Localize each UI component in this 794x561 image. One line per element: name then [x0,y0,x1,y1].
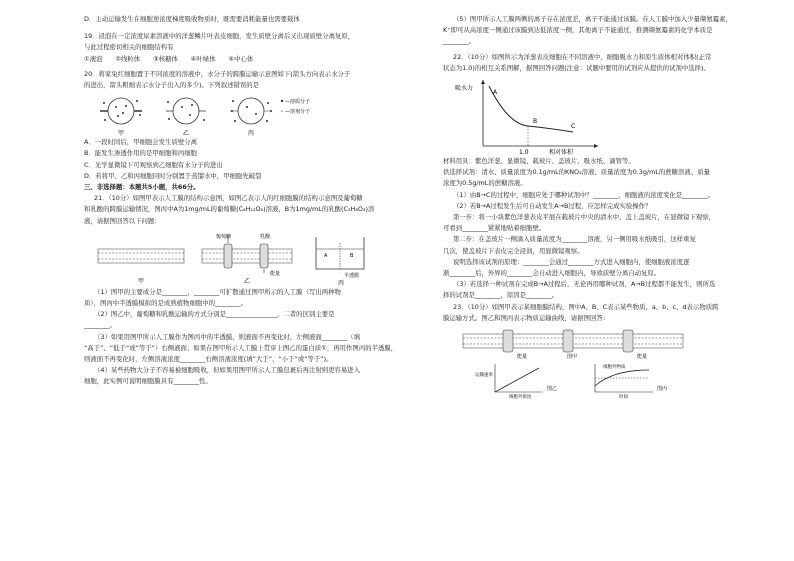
svg-text:B: B [350,252,354,259]
question-22-cont: 状态为1.0)的相互关系图解，据图回答问题(注意：试题中要用的试剂应从提供的试剂中选择)。 [443,63,710,72]
question-19: 19．浸泡在一定浓度尿素溶液中的洋葱鳞片叶表皮细胞，发生质壁分离后又出现质壁分离复原， [84,32,355,41]
question-20: 20．将家兔红细胞置于不同浓度的溶液中，水分子的跨膜运输示意图如下(箭头方向表示水分子 [84,69,351,78]
explanation-cont: 渐________后，外界的________会自动进入细胞内，导致质壁分离自动复原。 [443,269,661,278]
q22-part3: （3）若选择一种试剂在完成B→A过程后，无论再用哪种试剂，A→B过程都不能发生，则所选 [453,280,716,289]
fig21-energy: 能量 [270,270,281,277]
legend-solvent: —溶剂分子 [285,109,311,116]
fig21-glucose: 葡萄糖 [216,233,232,240]
figure-21 [84,229,429,287]
svg-text:A: A [324,252,328,259]
graph-yi [495,364,543,392]
membrane-23 [463,330,683,352]
figure-23 [453,326,788,400]
left-column [84,14,429,388]
q21-part4-cont: 细胞，此实例可说明细胞膜具有________性。 [84,377,212,386]
section-3-title: 三、非选择题：本题共5小题，共66分。 [84,183,200,192]
membrane-jia [98,249,184,263]
q21-part4: （4）某些药物大分子不容易被细胞吸收，但如果用图甲所示人工膜包裹后再注射则更容易进入 [94,366,361,375]
q22-part3-cont: 择的试剂是________，原因是________。 [443,291,559,300]
figure-22-graph [453,76,788,156]
question-19-options: ①液泡 ②线粒体 ③核糖体 ④叶绿体 ⑤中心体 [84,54,254,63]
cell-label-bing: 丙 [248,130,255,138]
fig21-label-jia: 甲 [138,277,145,285]
right-column [443,14,788,400]
q21-part1-cont: 质），图丙中半透膜模拟的是成熟植物细胞中的________。 [84,299,247,308]
fig23-label-bing: 图丙 [657,386,668,393]
q20-option-d: D．若将甲、乙和丙细胞同时分别置于蒸馏水中，甲细胞先破裂 [84,171,262,180]
cell-bing [230,98,272,124]
u-tube-bing [316,237,364,269]
q20-option-a: A．一段时间后，甲细胞会发生质壁分离 [84,138,198,147]
explanation: 说明选择该试剂的原理：________会通过________方式进入细胞内，使细胞液浓度逐 [453,257,690,266]
question-20-cont: 的进出，箭头粗细表示水分子出入的多少)。下列叙述错误的是 [84,81,260,90]
graph-tick: 1.0 [519,149,529,157]
q21-part2-cont: ________。 [84,321,116,330]
q21-part5: （5）图甲所示人工膜两侧的离子存在浓度差，离子不能通过该膜。在人工膜中加入少量缬氨霉素， [453,15,732,23]
fig23-note: 细胞外物质 [603,365,626,371]
step-1: 第一步：将一小块紫色洋葱表皮平展在载玻片中央的清水中，盖上盖玻片，在显微镜下观察， [453,213,716,222]
q20-option-c: C．光学显微镜下可观察到乙细胞有水分子的进出 [84,160,223,169]
question-23-cont: 膜运输方式。图乙和图丙表示物质运输曲线，请据图回答： [443,313,610,322]
question-21-cont: 和乳酸的跨膜运输情况，图丙中A为1mg/mL的葡萄糖(C₆H₁₂O₆)溶液，B为1mg/mL的乳酸(C₃H₆O₃)溶 [84,205,375,214]
graph-xlabel: 相对体积 [549,149,574,157]
fig23-xlabel-2: 时间 [619,395,628,401]
cell-yi [166,98,206,124]
graph-point-a: A [493,89,498,97]
fig21-membrane: 半透膜 [344,272,360,279]
q21-part2: （2）图乙中，葡萄糖和乳酸运输的方式分别是________________，二者的区别主要是 [94,310,335,319]
step-2: 第二步：在盖玻片一侧滴入质量浓度为________溶液，另一侧用吸水纸吸引，这样重复 [453,235,696,244]
fig23-energy-1: 能量 [517,354,528,361]
graph-point-c: C [571,123,576,131]
question-21-cont2: 液，请据图回答以下问题： [84,216,161,225]
question-19-cont: 与此过程密切相关的细胞结构有 [84,43,174,52]
figure-20-cells [96,93,429,137]
step-1-cont: 可看到________紧紧地贴着细胞壁。 [443,224,546,233]
fig23-energy-2: 能量 [637,354,648,361]
cell-jia [100,98,142,124]
q18-option-d: D．主动运输发生在细胞逆浓度梯度吸收物质时，既需要消耗能量也需要载体 [84,15,300,23]
q22-part2: （2）若B→A过程发生后可自动发生A→B过程，应怎样完成实验操作？ [453,201,652,210]
graph-ylabel: 吸水力 [455,85,474,93]
legend-solute: —溶质分子 [285,99,311,106]
reagents: 供选择试剂：清水、质量浓度为0.1g/mL的KNO₃溶液、质量浓度为0.3g/mL的蔗糖溶液、质量 [443,168,710,177]
q21-part5-cont: K⁺即可从高浓度一侧通过该膜到达低浓度一侧，其他离子不能通过，推测缬氨霉素的化学本质是 [443,26,713,35]
fig23-label-yi: 图乙 [547,386,558,393]
membrane-yi [202,235,292,273]
cell-label-yi: 乙 [183,130,190,138]
q21-part5-cont2: ________。 [443,37,475,46]
reagents-cont: 浓度为0.5g/mL的蔗糖溶液。 [443,179,527,188]
q21-part3-cont2: 则液面不再变化时，左侧溶液浓度________右侧溶液浓度(填“大于”、“小于”或“等于”)。 [84,355,333,364]
fig21-label-bing: 丙 [338,279,345,287]
fig23-label-jia: 图甲 [567,354,578,361]
fig21-lactate: 乳酸 [260,233,271,240]
cell-label-jia: 甲 [118,130,125,138]
materials: 材料用具：紫色洋葱、显微镜、载玻片、盖玻片、吸水纸、滴管等。 [443,157,635,166]
step-2-cont: 几次，使盖玻片下表皮完全浸润，用显微镜观察。 [443,246,584,255]
question-23: 23．（10分）如图甲表示某细胞膜结构，图中A、B、C表示某些物质，a、b、c、d表示物质跨 [453,302,719,311]
q22-part1: （1）由B→C的过程中，细胞应处于哪种试剂中？________，细胞液的浓度变化是________。 [453,190,715,199]
q21-part3: （3）如果用图甲所示人工膜作为图丙中的半透膜，则液面不再变化时，左侧液面________（填 [94,332,361,341]
q20-option-b: B．能发生渗透作用的是甲细胞和丙细胞 [84,149,198,158]
q21-part3-cont: “高于”、“低于”或“等于”）右侧液面；如果在图甲所示人工膜上贯穿上图乙的蛋白质①，再用作图丙的半透膜， [84,343,398,352]
graph-point-b: B [533,118,538,126]
fig23-xlabel-1: 细胞外浓度 [509,395,532,401]
question-22: 22．（10分）如图所示为洋葱表皮细胞在不同溶液中，细胞吸水力和原生质体相对体积(正常 [453,52,712,61]
question-21: 21．（10分）如图甲表示人工膜的结构示意图，如图乙表示人的红细胞膜的结构示意图及葡萄糖 [94,194,363,203]
fig23-ylabel-1: 运输速率 [475,373,493,379]
q21-part1: （1）图甲的主要成分是________，________可扩散通过图甲所示的人工膜（写出两种物 [94,287,341,296]
fig21-label-yi: 乙 [244,277,251,285]
